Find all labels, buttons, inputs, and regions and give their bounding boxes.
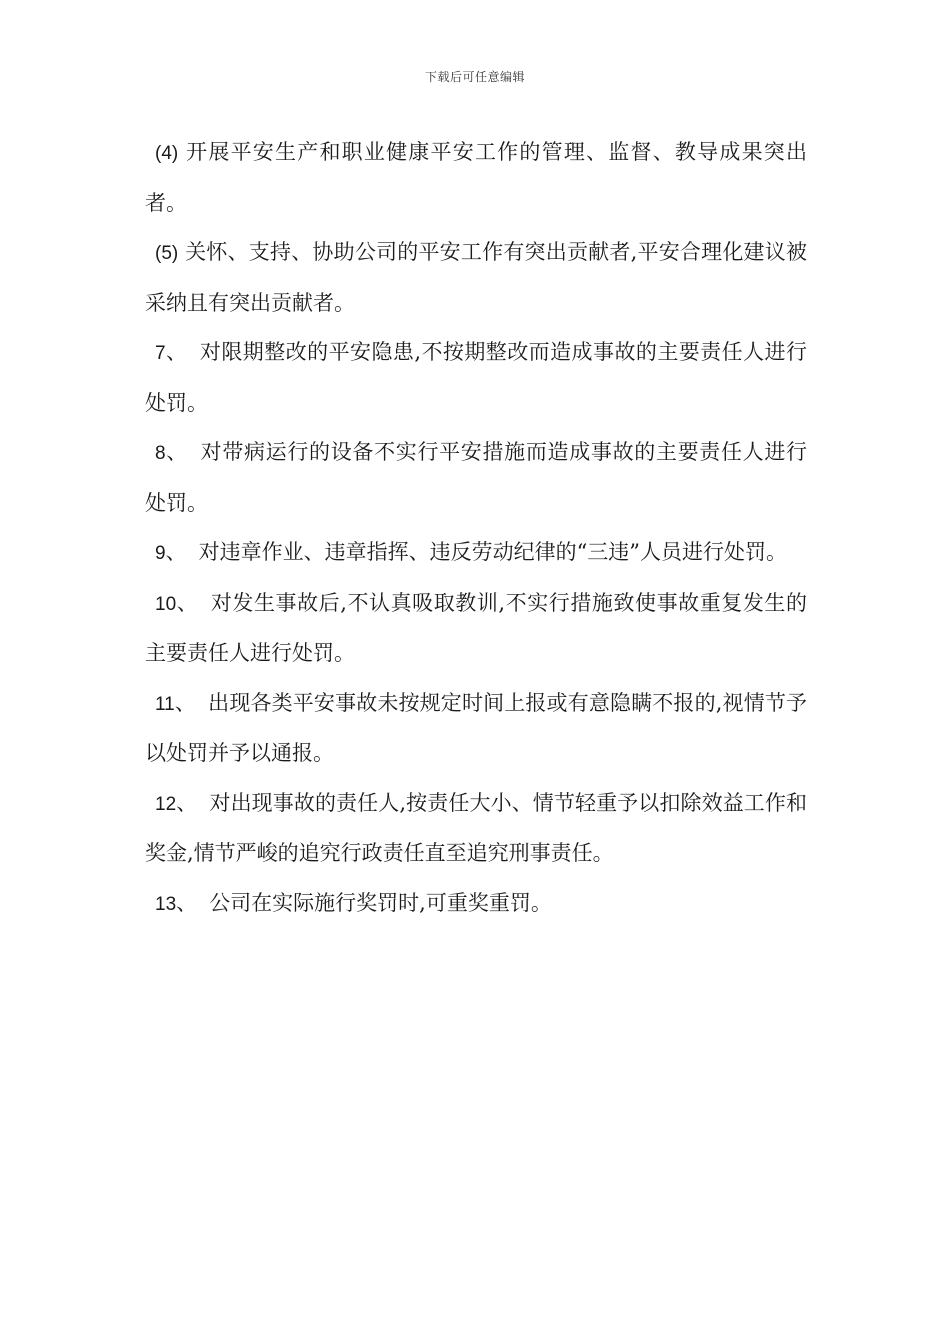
item-number: 10 [155,593,177,615]
document-body [145,128,807,929]
paragraph-item-4 [145,128,807,228]
item-number: 13 [155,893,177,915]
item-text: 关怀、支持、协助公司的平安工作有突出贡献者,平安合理化建议被采纳且有突出贡献者。 [145,240,807,315]
item-number: (4) [155,143,179,164]
item-separator: 、 [176,790,198,815]
item-separator: 、 [176,890,198,915]
item-separator: 、 [176,590,199,615]
paragraph-item-12 [145,779,807,879]
page-header: 下载后可任意编辑 [424,70,525,84]
item-separator: 、 [174,690,197,715]
paragraph-item-13 [145,879,807,930]
item-text: 对带病运行的设备不实行平安措施而造成事故的主要责任人进行处罚。 [145,440,808,515]
item-number: 9 [155,543,166,564]
item-number: 12 [155,793,177,815]
paragraph-item-9 [145,528,807,579]
paragraph-item-11 [145,679,807,779]
item-separator: 、 [165,340,188,364]
item-number: (5) [155,243,179,264]
item-separator: 、 [165,540,187,564]
item-number: 7 [155,343,166,364]
item-number: 11 [155,693,175,715]
item-separator: 、 [165,440,188,464]
item-text: 对违章作业、违章指挥、违反劳动纪律的“三违”人员进行处罚。 [198,540,788,564]
paragraph-item-5 [145,228,807,328]
paragraph-item-7 [145,328,807,428]
item-number: 8 [155,443,166,464]
item-text: 对出现事故的责任人,按责任大小、情节轻重予以扣除效益工作和奖金,情节严峻的追究行政责任直至追究刑事责任。 [145,790,807,865]
item-text: 公司在实际施行奖罚时,可重奖重罚。 [209,890,552,915]
item-text: 对发生事故后,不认真吸取教训,不实行措施致使事故重复发生的主要责任人进行处罚。 [145,590,808,665]
item-text: 对限期整改的平安隐患,不按期整改而造成事故的主要责任人进行处罚。 [145,340,807,415]
item-text: 出现各类平安事故未按规定时间上报或有意隐瞒不报的,视情节予以处罚并予以通报。 [145,690,807,765]
paragraph-item-10 [145,579,807,679]
paragraph-item-8 [145,428,807,528]
item-text: 开展平安生产和职业健康平安工作的管理、监督、教导成果突出者。 [145,140,807,215]
